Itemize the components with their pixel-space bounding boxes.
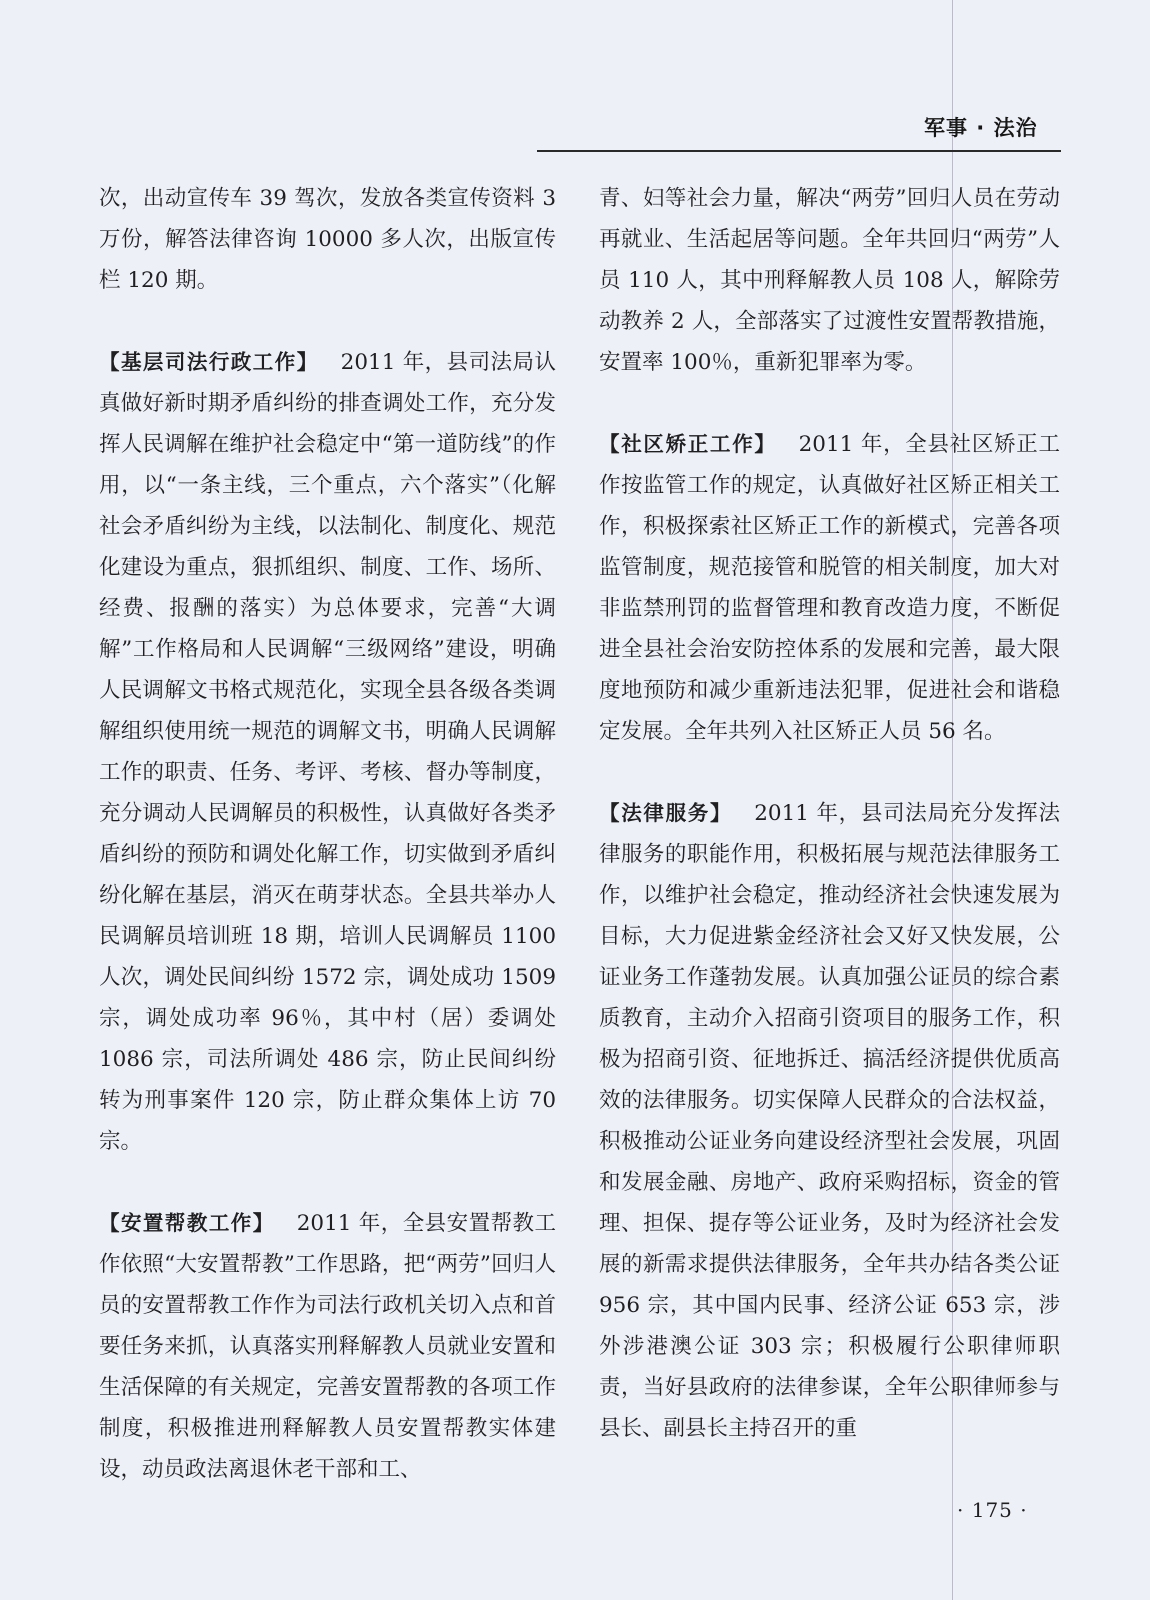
paragraph-text: 2011 年，全县社区矫正工作按监管工作的规定，认真做好社区矫正相关工作，积极探索社区矫正工作的新模式，完善各项监管制度，规范接管和脱管的相关制度，加大对非监禁刑罚的监督管理和教育改造力度，不断促进全县社会治安防控体系的发展和完善，最大限度地预防和减少重新违法犯罪，促进社会和谐稳定发展。全年共列入社区矫正人员 56 名。: [599, 432, 1060, 744]
paragraph-text: 次，出动宣传车 39 驾次，发放各类宣传资料 3 万份，解答法律咨询 10000 多人次，出版宣传栏 120 期。: [99, 186, 556, 293]
right-column: [599, 178, 1060, 1449]
paragraph-grassroots-judicial: [99, 342, 556, 1162]
paragraph-resettlement: [99, 1203, 556, 1490]
section-heading: 【安置帮教工作】: [99, 1211, 275, 1235]
paragraph-text: 2011 年，县司法局认真做好新时期矛盾纠纷的排查调处工作，充分发挥人民调解在维护社会稳定中“第一道防线”的作用，以“一条主线，三个重点，六个落实”（化解社会矛盾纠纷为主线，以法制化、制度化、规范化建设为重点，狠抓组织、制度、工作、场所、经费、报酬的落实）为总体要求，完善“大调解”工作格局和人民调解“三级网络”建设，明确人民调解文书格式规范化，实现全县各级各类调解组织使用统一规范的调解文书，明确人民调解工作的职责、任务、考评、考核、督办等制度，充分调动人民调解员的积极性，认真做好各类矛盾纠纷的预防和调处化解工作，切实做到矛盾纠纷化解在基层，消灭在萌芽状态。全县共举办人民调解员培训班 18 期，培训人民调解员 1100 人次，调处民间纠纷 1572 宗，调处成功 1509 宗，调处成功率 96％，其中村（居）委调处 1086 宗，司法所调处 486 宗，防止民间纠纷转为刑事案件 120 宗，防止群众集体上访 70 宗。: [99, 350, 556, 1154]
paragraph-continuation: [599, 178, 1060, 383]
section-heading: 【社区矫正工作】: [599, 432, 777, 456]
header-rule: [537, 150, 1061, 152]
paragraph-continuation: [99, 178, 556, 301]
paragraph-text: 2011 年，县司法局充分发挥法律服务的职能作用，积极拓展与规范法律服务工作，以维护社会稳定，推动经济社会快速发展为目标，大力促进紫金经济社会又好又快发展，公证业务工作蓬勃发展。认真加强公证员的综合素质教育，主动介入招商引资项目的服务工作，积极为招商引资、征地拆迁、搞活经济提供优质高效的法律服务。切实保障人民群众的合法权益，积极推动公证业务向建设经济型社会发展，巩固和发展金融、房地产、政府采购招标，资金的管理、担保、提存等公证业务，及时为经济社会发展的新需求提供法律服务，全年共办结各类公证 956 宗，其中国内民事、经济公证 653 宗，涉外涉港澳公证 303 宗；积极履行公职律师职责，当好县政府的法律参谋，全年公职律师参与县长、副县长主持召开的重: [599, 801, 1060, 1441]
section-heading: 【基层司法行政工作】: [99, 350, 319, 374]
section-header: 军事 · 法治: [924, 116, 1038, 140]
left-column: [99, 178, 556, 1490]
section-heading: 【法律服务】: [599, 801, 733, 825]
paragraph-text: 2011 年，全县安置帮教工作依照“大安置帮教”工作思路，把“两劳”回归人员的安置帮教工作作为司法行政机关切入点和首要任务来抓，认真落实刑释解教人员就业安置和生活保障的有关规定，完善安置帮教的各项工作制度，积极推进刑释解教人员安置帮教实体建设，动员政法离退休老干部和工、: [99, 1211, 557, 1482]
paragraph-community-correction: [599, 424, 1060, 752]
paragraph-legal-services: [599, 793, 1060, 1449]
paragraph-text: 青、妇等社会力量，解决“两劳”回归人员在劳动再就业、生活起居等问题。全年共回归“两劳”人员 110 人，其中刑释解教人员 108 人，解除劳动教养 2 人，全部落实了过渡性安置帮教措施，安置率 100％，重新犯罪率为零。: [599, 186, 1060, 375]
page-number: · 175 ·: [957, 1498, 1028, 1522]
